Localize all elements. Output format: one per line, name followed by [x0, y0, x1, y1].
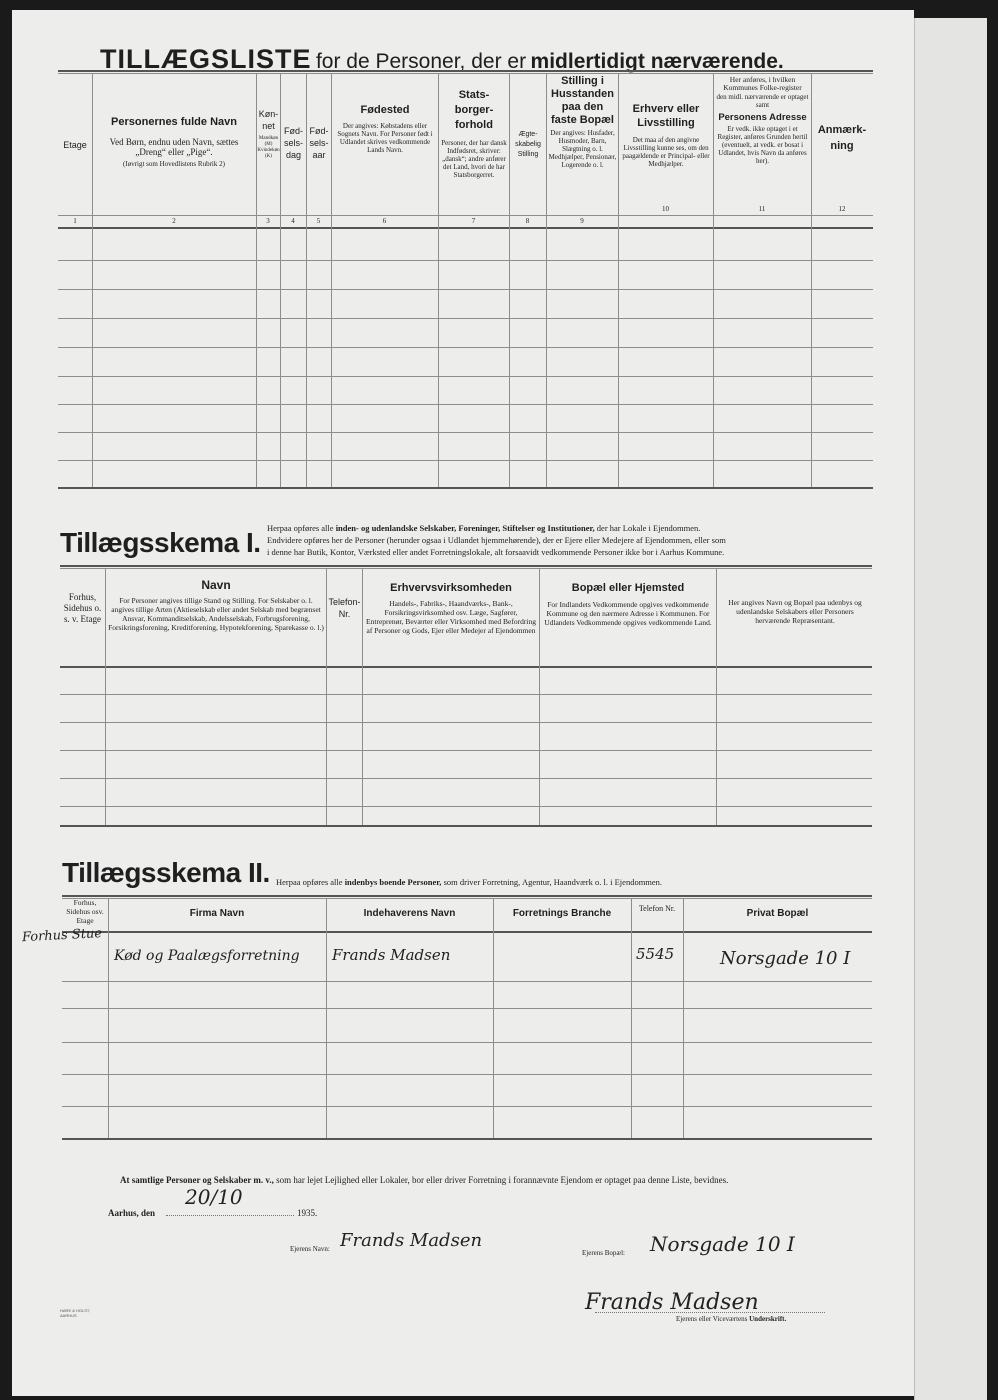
col-number: 3 — [266, 217, 270, 225]
skema2-row-bopael: Norsgade 10 I — [720, 948, 851, 969]
skema2-row-firma: Kød og Paalægsforretning — [114, 948, 300, 964]
skema2-col-branche: Forretnings Branche — [512, 908, 612, 919]
skema1-col-bopael — [542, 582, 714, 627]
col-foedested-note: Der angives: Købstadens eller Sognets Navn. For Personer født i Udlandet skrives vedkommende Lands Navn. — [337, 122, 433, 154]
skema2-col-telefon: Telefon Nr. — [638, 904, 676, 913]
col-number: 9 — [580, 217, 584, 225]
skema2-desc-c: som driver Forretning, Agentur, Haandværk o. l. i Ejendommen. — [443, 877, 663, 887]
col-stilling-label: Stilling i Husstanden paa den faste Bopæl — [551, 75, 614, 126]
col-statsborger-note: Personer, der har dansk Indfødsret, skriver: „dansk“; andre anfører det Land, hvori de har Statsborgerret. — [441, 139, 507, 179]
col-number: 11 — [758, 205, 766, 213]
col-koen-header — [257, 108, 280, 160]
col-koen-label: Køn-net — [258, 109, 279, 131]
col-erhverv-note: Det maa af den angivne Livsstilling kunne ses, om den paagældende er Principal- eller Medhjælper. — [622, 136, 710, 168]
col-foedested-label: Fødested — [360, 104, 410, 116]
col-number: 10 — [662, 205, 669, 213]
col-name-header — [94, 116, 254, 168]
col-number: 2 — [172, 217, 176, 225]
owner-signature: Frands Madsen — [585, 1290, 759, 1315]
col-stilling-header — [548, 75, 617, 169]
skema2-row-etage: Forhus Stue — [21, 926, 103, 946]
col-foedested-header — [336, 104, 434, 154]
col-name-note2: (Iøvrigt som Hovedlistens Rubrik 2) — [123, 160, 225, 168]
skema1-description — [267, 522, 877, 558]
declaration-a: At samtlige Personer og Selskaber m. v., — [120, 1175, 274, 1185]
skema1-col-navn-label: Navn — [201, 578, 231, 592]
owner-address: Norsgade 10 I — [650, 1232, 795, 1256]
declaration-b: som har lejet Lejlighed eller Lokaler, bor eller driver Forretning i forannævnte Ejendom er optaget paa denne Liste, bevidnes. — [276, 1175, 729, 1185]
col-adresse-mid: den midl. nærværende er optaget samt — [716, 93, 809, 109]
skema1-desc-line2: Endvidere opføres her de Personer (herunder ogsaa i Udlandet hjemmehørende), der er Ejere eller Medejere af Ejendommen, eller som — [267, 535, 726, 545]
col-adresse-note: Er vedk. ikke optaget i et Register, anføres Grunden hertil (eventuelt, at vedk. er bosat i Udlandet, hvis Navn da anføres her). — [717, 125, 808, 165]
skema1-col-telefon: Telefon-Nr. — [328, 597, 361, 619]
col-number: 12 — [838, 205, 846, 213]
declaration — [120, 1175, 880, 1185]
skema1-col-navn-note: For Personer angives tillige Stand og Stilling. For Selskaber o. l. angives tillige Arten (Aktieselskab eller andet Selskab med begrænset Ansvar, Kommanditselskab, Andelsselskab, Forbrugsforening, Forsikringsforening, Kreditforening, Hypotekforening, Sparekasse o. l.) — [108, 596, 324, 632]
col-name-label: Personernes fulde Navn — [111, 116, 237, 128]
col-statsborger-label: Stats-borger-forhold — [454, 89, 494, 131]
skema1-desc-b: inden- og udenlandske Selskaber, Foreninger, Stiftelser og Institutioner, — [335, 523, 595, 533]
col-number: 1 — [73, 217, 77, 225]
date-field: 20/10 — [185, 1185, 243, 1209]
skema1-col-repraesentant — [720, 598, 870, 625]
year-text: 1935. — [297, 1208, 318, 1218]
place-text: Aarhus, den — [108, 1208, 156, 1218]
skema1-desc-line3: i denne har Butik, Kontor, Værksted eller andet Forretningslokale, alt forsaavidt vedkommende Personer ikke bor i Aarhus Kommune. — [267, 547, 725, 557]
signature-label — [676, 1315, 786, 1323]
col-name-note: Ved Børn, endnu uden Navn, sættes „Dreng“ eller „Pige“. — [109, 137, 239, 157]
title-rest: for de Personer, der er — [315, 50, 527, 73]
skema1-col-repr-note: Her angives Navn og Bopæl paa udenbys og udenlandske Selskabers eller Personers herværende Repræsentant. — [728, 598, 862, 625]
skema1-col-erhverv-note: Handels-, Fabriks-, Haandværks-, Bank-, Forsikringsvirksomhed osv. Læge, Sagfører, Entreprenør, Beværter eller Virksomhed med Befordring af Personer og Gods, Ejer eller Medejer af Ejendommen — [366, 599, 536, 635]
title-bold: midlertidigt nærværende. — [530, 50, 784, 73]
skema1-col-etage: Forhus, Sidehus o. s. v. Etage — [63, 592, 102, 624]
next-page-edge — [914, 18, 987, 1400]
skema1-col-bopael-label: Bopæl eller Hjemsted — [571, 582, 685, 594]
skema1-col-erhverv — [365, 582, 537, 635]
skema1-desc-c: der har Lokale i Ejendommen. — [596, 523, 701, 533]
skema2-col-indehaver: Indehaverens Navn — [363, 908, 456, 919]
col-number: 8 — [525, 217, 530, 225]
col-number: 6 — [382, 217, 387, 225]
col-foedselsaar-header: Fød-sels-aar — [309, 126, 329, 160]
owner-name: Frands Madsen — [340, 1230, 483, 1251]
signature-label-a: Ejerens eller Viceværtens — [676, 1315, 748, 1323]
col-adresse-header — [715, 76, 810, 165]
skema1-col-erhverv-label: Erhvervsvirksomheden — [390, 582, 512, 594]
skema2-title: Tillægsskema II. — [62, 857, 270, 888]
title-main: TILLÆGSLISTE — [100, 44, 312, 74]
col-number: 4 — [291, 217, 295, 225]
signature-label-b: Underskrift. — [749, 1315, 787, 1323]
skema2-col-bopael: Privat Bopæl — [746, 908, 809, 919]
skema2-row-telefon: 5545 — [636, 945, 675, 963]
col-erhverv-label: Erhverv eller Livsstilling — [632, 103, 700, 129]
col-number: 5 — [316, 217, 321, 225]
col-aegteskabelig-header: Ægte-skabelig Stilling — [515, 131, 541, 158]
col-anmaerkning-header: Anmærk-ning — [817, 124, 867, 152]
owner-address-label: Ejerens Bopæl: — [582, 1249, 625, 1257]
col-foedselsdag-header: Fød-sels-dag — [283, 126, 303, 160]
skema1-col-navn — [108, 578, 324, 632]
skema2-desc-a: Herpaa opføres alle — [276, 877, 343, 887]
skema1-col-bopael-note: For Indlandets Vedkommende opgives vedkommende Kommune og den nærmere Adresse i Kommunen. For Udlandets Vedkommende opgives vedkommende Land. — [544, 600, 712, 627]
col-stilling-note: Der angives: Husfader, Husmoder, Barn, Slægtning o. l. Medhjælper, Pensionær, Logerende o. l. — [548, 129, 617, 169]
owner-name-label: Ejerens Navn: — [290, 1245, 330, 1253]
skema1-title: Tillægsskema I. — [60, 527, 261, 558]
col-adresse-label: Personens Adresse — [718, 112, 807, 123]
col-adresse-pre: Her anføres, i hvilken Kommunes Folke-register — [723, 75, 802, 92]
col-statsborger-header — [440, 88, 508, 179]
skema1-desc-a: Herpaa opføres alle — [267, 523, 334, 533]
skema2-col-firma: Firma Navn — [189, 908, 245, 919]
place-label — [108, 1208, 155, 1218]
skema2-description — [276, 877, 662, 887]
skema2-row-indehaver: Frands Madsen — [332, 946, 451, 964]
skema2-col-etage: Forhus, Sidehus osv. Etage — [66, 898, 104, 925]
col-etage-header: Etage — [63, 140, 87, 150]
col-erhverv-header — [620, 102, 712, 168]
skema2-desc-b: indenbys boende Personer, — [344, 877, 442, 887]
col-koen-note: Mandkøn (M) Kvindekøn (K) — [257, 136, 280, 159]
col-number: 7 — [471, 217, 476, 225]
printer-imprint: HARE & HOLST, AARHUS — [60, 1308, 91, 1318]
